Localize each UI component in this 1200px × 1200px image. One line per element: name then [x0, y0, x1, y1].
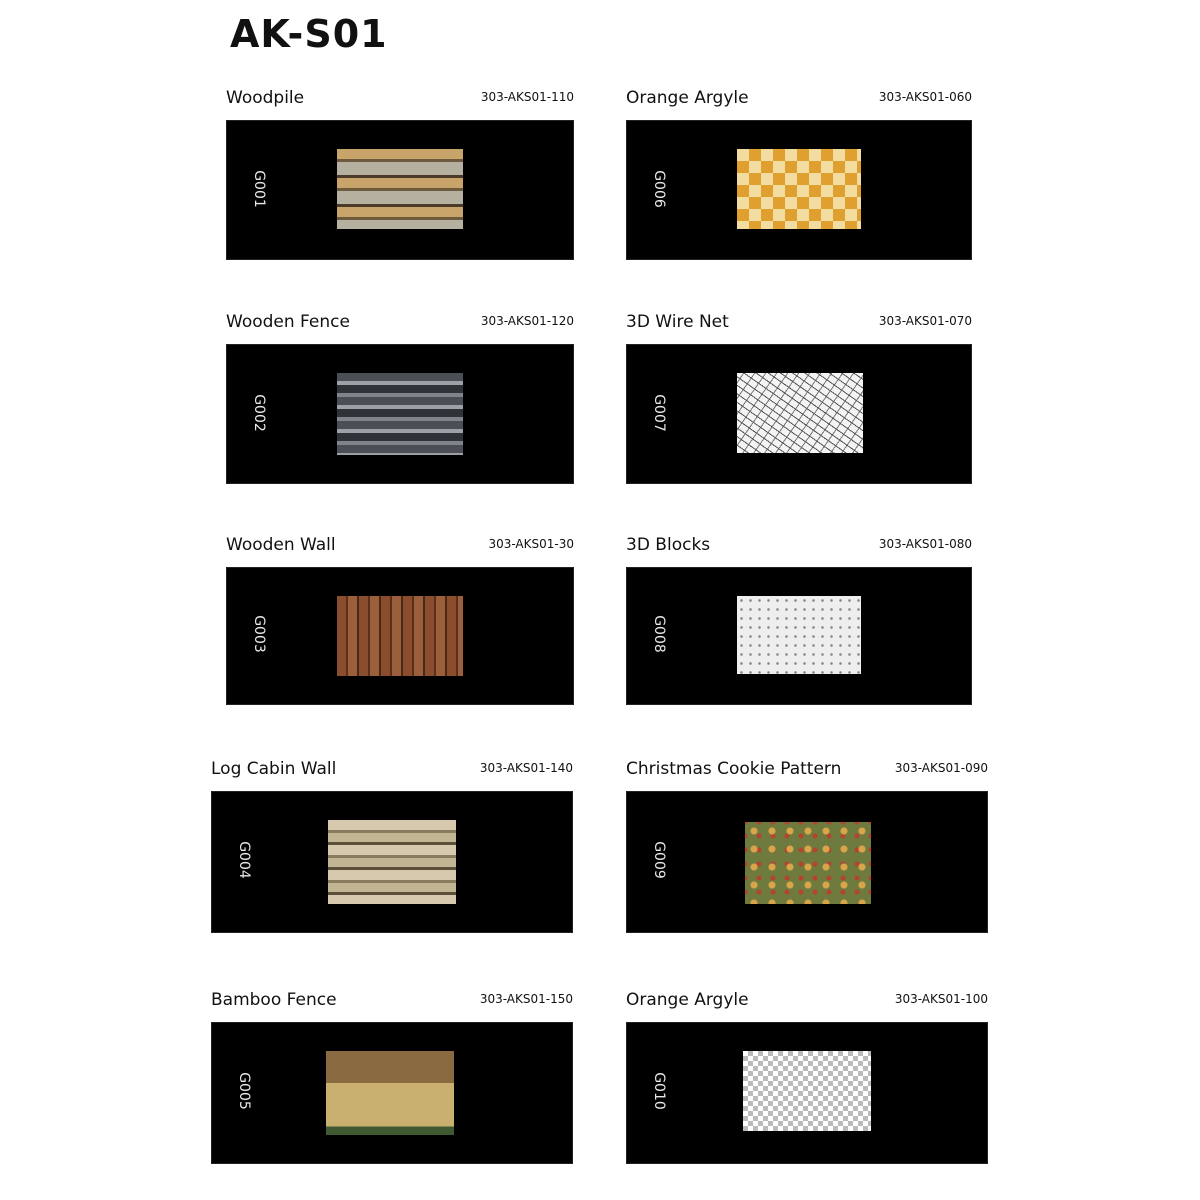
pattern-code: 303-AKS01-070	[878, 314, 972, 328]
wooden-fence-swatch-image	[337, 373, 463, 455]
pattern-item-g007	[626, 312, 972, 484]
cookie-pattern-swatch-image	[745, 822, 871, 904]
pattern-name: Woodpile	[226, 88, 305, 108]
pattern-code: 303-AKS01-140	[479, 761, 573, 775]
pattern-item-g006	[626, 88, 972, 260]
pattern-item-g010	[626, 990, 988, 1170]
bamboo-fence-swatch-image	[326, 1051, 454, 1135]
pattern-name: Orange Argyle	[626, 990, 749, 1010]
pattern-name: 3D Wire Net	[626, 312, 729, 332]
pattern-gcode: G003	[250, 615, 267, 653]
pattern-gcode: G010	[650, 1072, 667, 1110]
pattern-panel	[211, 1022, 573, 1164]
pattern-gcode: G006	[650, 170, 667, 208]
pattern-code: 303-AKS01-090	[894, 761, 988, 775]
pattern-panel	[626, 344, 972, 484]
pattern-panel	[626, 1022, 988, 1164]
pattern-gcode: G007	[650, 394, 667, 432]
orange-argyle-swatch-image	[743, 1051, 871, 1131]
pattern-code: 303-AKS01-110	[480, 90, 574, 104]
pattern-gcode: G002	[250, 394, 267, 432]
woodpile-swatch-image	[337, 149, 463, 229]
pattern-gcode: G004	[235, 841, 252, 879]
wire-net-swatch-image	[737, 373, 863, 453]
pattern-code: 303-AKS01-30	[488, 537, 574, 551]
pattern-code: 303-AKS01-120	[480, 314, 574, 328]
pattern-panel	[226, 344, 574, 484]
pattern-panel	[226, 120, 574, 260]
blocks-swatch-image	[737, 596, 861, 674]
pattern-name: Wooden Fence	[226, 312, 350, 332]
pattern-panel	[626, 791, 988, 933]
pattern-panel	[626, 120, 972, 260]
pattern-item-g005	[211, 990, 573, 1170]
pattern-gcode: G001	[250, 170, 267, 208]
pattern-item-g008	[626, 535, 972, 707]
pattern-code: 303-AKS01-100	[894, 992, 988, 1006]
pattern-code: 303-AKS01-080	[878, 537, 972, 551]
pattern-item-g003	[226, 535, 574, 707]
pattern-item-g002	[226, 312, 574, 484]
log-cabin-swatch-image	[328, 820, 456, 904]
page-title: AK-S01	[230, 12, 388, 56]
pattern-name: Bamboo Fence	[211, 990, 337, 1010]
pattern-panel	[211, 791, 573, 933]
pattern-name: Christmas Cookie Pattern	[626, 759, 842, 779]
pattern-code: 303-AKS01-060	[878, 90, 972, 104]
pattern-gcode: G005	[235, 1072, 252, 1110]
pattern-name: Orange Argyle	[626, 88, 749, 108]
pattern-panel	[626, 567, 972, 705]
wooden-wall-swatch-image	[337, 596, 463, 676]
pattern-gcode: G009	[650, 841, 667, 879]
pattern-item-g001	[226, 88, 574, 260]
pattern-panel	[226, 567, 574, 705]
pattern-gcode: G008	[650, 615, 667, 653]
orange-argyle-swatch-image	[737, 149, 861, 229]
pattern-item-g004	[211, 759, 573, 939]
pattern-name: Wooden Wall	[226, 535, 336, 555]
pattern-code: 303-AKS01-150	[479, 992, 573, 1006]
pattern-name: Log Cabin Wall	[211, 759, 337, 779]
pattern-item-g009	[626, 759, 988, 939]
pattern-name: 3D Blocks	[626, 535, 711, 555]
